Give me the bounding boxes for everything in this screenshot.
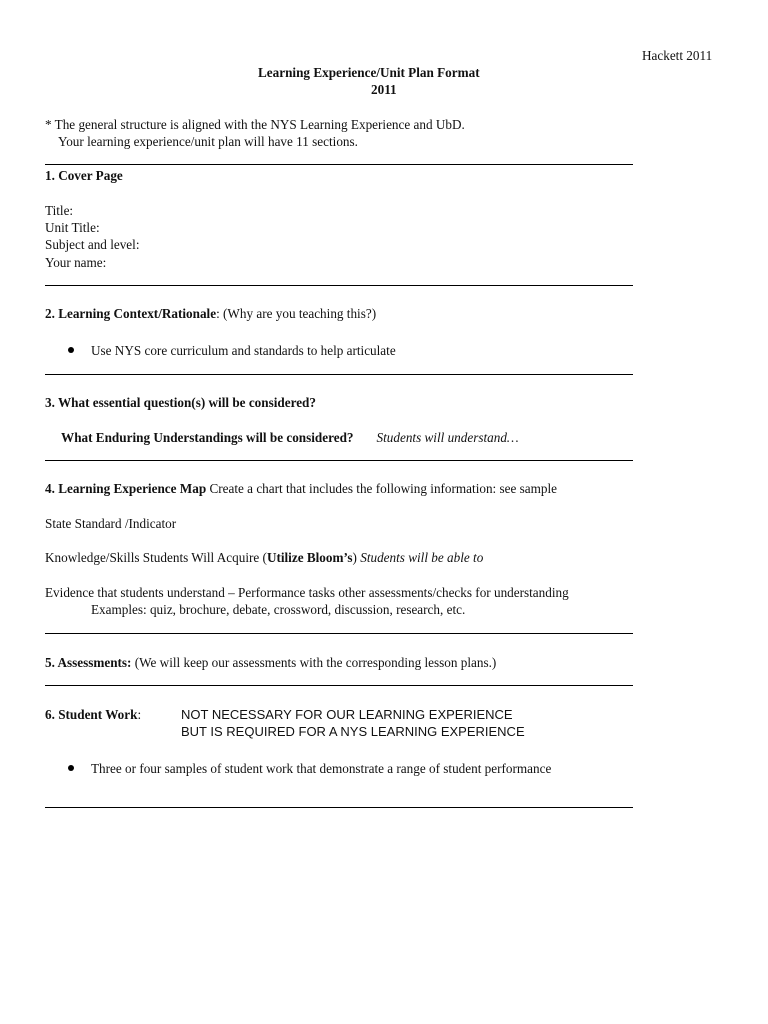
divider [45,633,633,634]
cover-field-unit-title: Unit Title: [45,220,100,235]
map-item-examples: Examples: quiz, brochure, debate, crossword, discussion, research, etc. [91,602,466,617]
section-5-heading-line [45,654,496,671]
map-item-standard: State Standard /Indicator [45,516,177,531]
section-2-heading: 2. Learning Context/Rationale [45,306,217,321]
divider [45,164,633,165]
section-6-heading: 6. Student Work [45,707,138,722]
section-3-heading: 3. What essential question(s) will be considered? [45,395,316,410]
document-title: Learning Experience/Unit Plan Format [258,65,480,80]
section-2-subtitle: : (Why are you teaching this?) [216,306,377,321]
cover-field-title: Title: [45,203,74,218]
enduring-understandings-prompt: Students will understand… [376,430,519,445]
divider [45,460,633,461]
section-5-description: (We will keep our assessments with the corresponding lesson plans.) [131,655,497,670]
section-6-bullet: Three or four samples of student work that demonstrate a range of student performance [91,761,552,776]
students-able-text: Students will be able to [356,550,484,565]
divider [45,685,633,686]
bullet-icon [68,765,74,771]
map-item-knowledge [45,549,483,566]
enduring-understandings-question: What Enduring Understandings will be considered? [61,430,354,445]
cover-field-subject: Subject and level: [45,237,140,252]
blooms-text: Utilize Bloom’s [266,550,353,565]
divider [45,374,633,375]
author-year: Hackett 2011 [642,48,713,63]
section-5-heading: 5. Assessments: [45,655,132,670]
section-4-heading-line [45,480,557,497]
section-2-bullet: Use NYS core curriculum and standards to help articulate [91,343,396,358]
section-6-colon: : [137,707,142,722]
knowledge-text: Knowledge/Skills Students Will Acquire ( [45,550,267,565]
knowledge-close: ) [352,550,357,565]
bullet-icon [68,347,74,353]
section-4-heading: 4. Learning Experience Map [45,481,207,496]
section-2-heading-line [45,305,376,322]
map-item-evidence: Evidence that students understand – Performance tasks other assessments/checks for understanding [45,585,569,600]
section-6-note-2: BUT IS REQUIRED FOR A NYS LEARNING EXPERIENCE [181,724,525,739]
section-1-heading: 1. Cover Page [45,168,123,183]
section-3-enduring-line [61,429,519,446]
document-year: 2011 [371,82,397,97]
section-6-heading-line [45,706,141,723]
intro-line-1: * The general structure is aligned with the NYS Learning Experience and UbD. [45,117,465,132]
divider [45,285,633,286]
section-6-note-1: NOT NECESSARY FOR OUR LEARNING EXPERIENCE [181,707,513,722]
intro-line-2: Your learning experience/unit plan will have 11 sections. [58,134,358,149]
section-4-description: Create a chart that includes the following information: see sample [206,481,557,496]
cover-field-name: Your name: [45,255,107,270]
divider [45,807,633,808]
